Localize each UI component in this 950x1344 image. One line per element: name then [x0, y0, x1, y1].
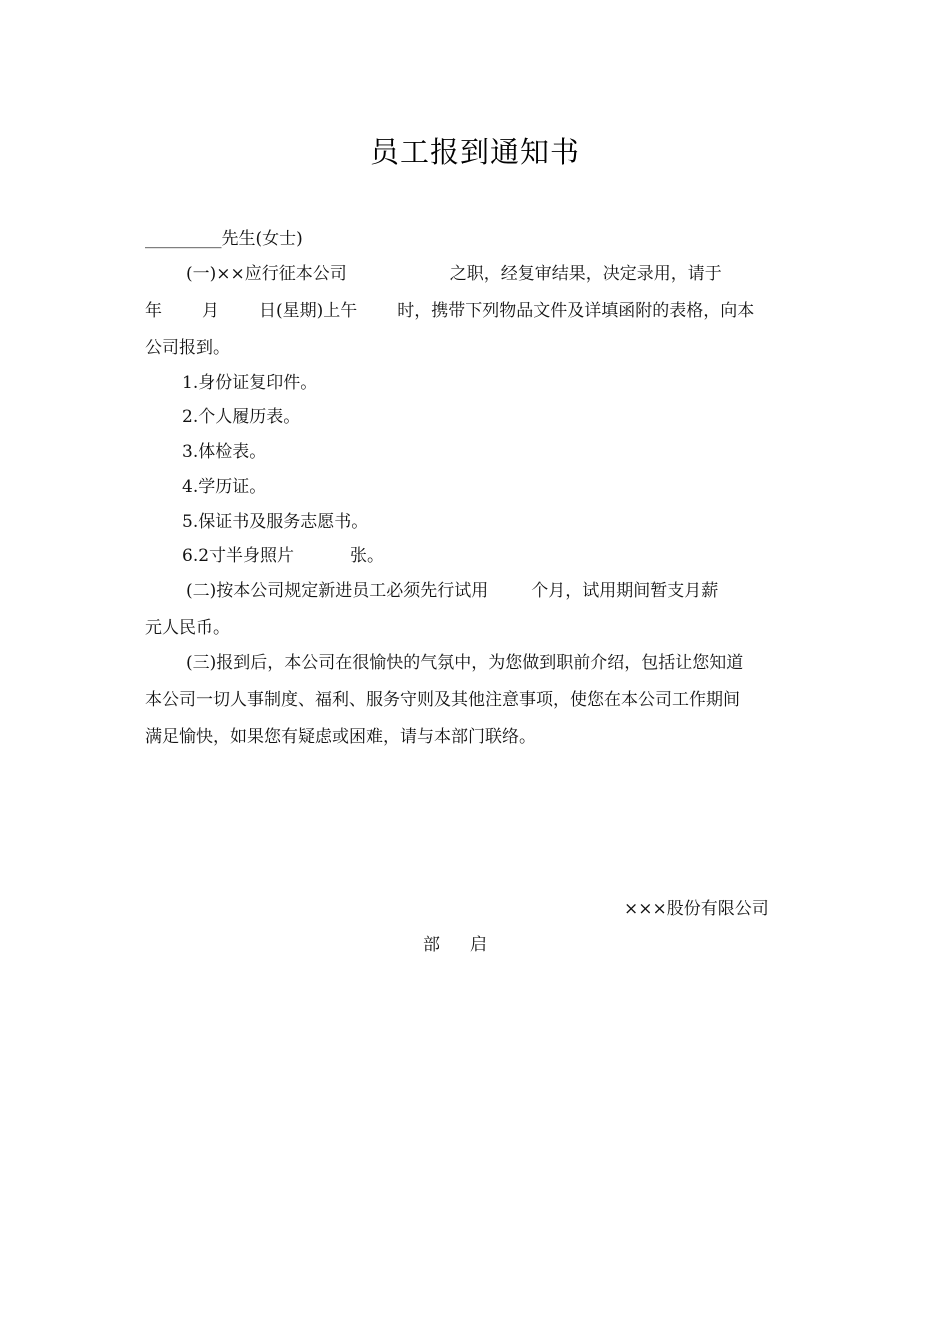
para1-line1 — [186, 263, 722, 285]
para2-text-b: 个月，试用期间暂支月薪 — [531, 581, 719, 601]
para3-line1: (三)报到后，本公司在很愉快的气氛中，为您做到职前介绍，包括让您知道 — [186, 653, 744, 673]
department-open-text: 启 — [470, 935, 487, 955]
para1-month: 月 — [202, 301, 219, 321]
para1-day: 日(星期)上午 — [259, 301, 358, 321]
para1-line2 — [145, 300, 754, 322]
department-text: 部 — [423, 935, 440, 955]
department-sign — [423, 934, 487, 956]
para3-line2: 本公司一切人事制度、福利、服务守则及其他注意事项，使您在本公司工作期间 — [145, 690, 740, 710]
para1-line3: 公司报到。 — [145, 338, 230, 358]
list-item: 5.保证书及服务志愿书。 — [182, 512, 369, 532]
list-item: 4.学历证。 — [182, 477, 267, 497]
list-item-photo — [182, 545, 384, 567]
company-signature: ×××股份有限公司 — [624, 899, 769, 919]
list-item: 3.体检表。 — [182, 442, 267, 462]
salutation: _________先生(女士) — [145, 229, 303, 249]
para3-line3: 满足愉快，如果您有疑虑或困难，请与本部门联络。 — [145, 727, 536, 747]
para2-line1 — [186, 580, 718, 602]
para2-text-a: (二)按本公司规定新进员工必须先行试用 — [186, 581, 489, 601]
list-item: 1.身份证复印件。 — [182, 373, 318, 393]
para1-year: 年 — [145, 301, 162, 321]
para1-time: 时，携带下列物品文件及详填函附的表格，向本 — [397, 301, 755, 321]
photo-text: 6.2寸半身照片 — [182, 546, 295, 566]
para1-text-b: 之职，经复审结果，决定录用，请于 — [449, 264, 722, 284]
para2-line2: 元人民币。 — [145, 618, 230, 638]
document-title: 员工报到通知书 — [369, 135, 580, 169]
photo-count-text: 张。 — [350, 546, 385, 566]
para1-text-a: (一)××应行征本公司 — [186, 264, 347, 284]
list-item: 2.个人履历表。 — [182, 407, 301, 427]
